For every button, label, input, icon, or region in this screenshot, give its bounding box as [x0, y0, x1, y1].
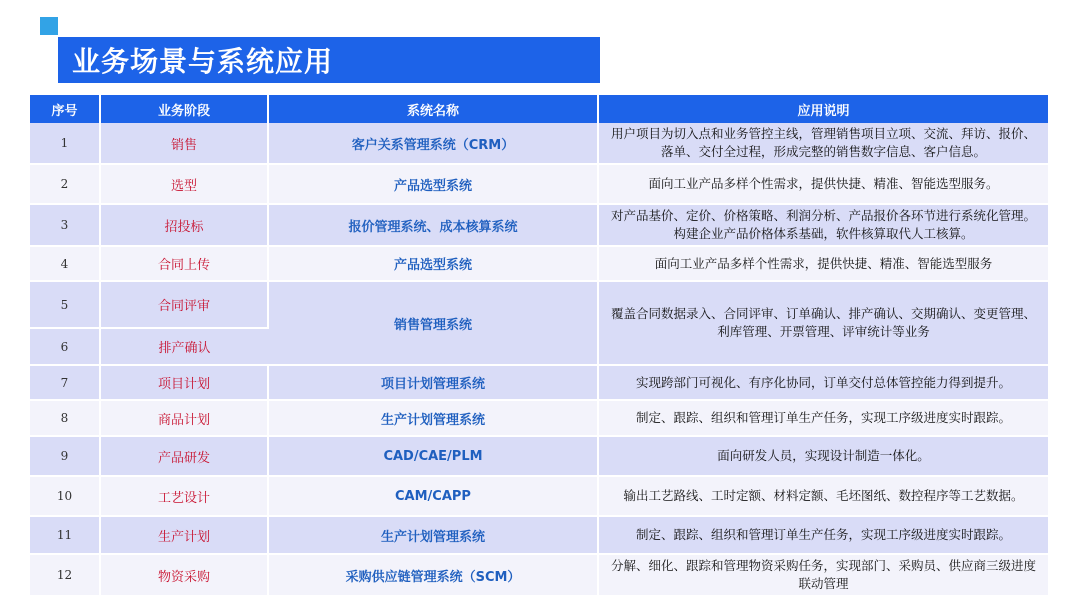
row-stage: 产品研发 — [100, 436, 268, 476]
header-stage: 业务阶段 — [100, 95, 268, 123]
table-row — [30, 164, 1048, 204]
row-seq: 5 — [30, 281, 100, 328]
row-system: 项目计划管理系统 — [268, 365, 598, 400]
row-seq: 3 — [30, 204, 100, 246]
row-system: 生产计划管理系统 — [268, 516, 598, 554]
row-stage: 选型 — [100, 164, 268, 204]
row-seq: 12 — [30, 554, 100, 596]
row-stage: 工艺设计 — [100, 476, 268, 516]
header-seq: 序号 — [30, 95, 100, 123]
table-header-row — [30, 95, 1048, 123]
row-seq: 10 — [30, 476, 100, 516]
row-system: 产品选型系统 — [268, 164, 598, 204]
row-desc: 对产品基价、定价、价格策略、利润分析、产品报价各环节进行系统化管理。构建企业产品价格体系基础，软件核算取代人工核算。 — [598, 204, 1048, 246]
row-seq: 7 — [30, 365, 100, 400]
row-desc: 输出工艺路线、工时定额、材料定额、毛坯图纸、数控程序等工艺数据。 — [598, 476, 1048, 516]
row-system: CAD/CAE/PLM — [268, 436, 598, 476]
header-system: 系统名称 — [268, 95, 598, 123]
accent-square — [40, 17, 58, 35]
row-desc: 面向工业产品多样个性需求，提供快捷、精准、智能选型服务。 — [598, 164, 1048, 204]
table-row — [30, 400, 1048, 436]
table-row — [30, 246, 1048, 281]
row-seq: 4 — [30, 246, 100, 281]
row-seq: 8 — [30, 400, 100, 436]
row-stage: 合同评审 — [100, 281, 268, 328]
row-seq: 11 — [30, 516, 100, 554]
row-system: 报价管理系统、成本核算系统 — [268, 204, 598, 246]
table-row — [30, 554, 1048, 596]
row-system: CAM/CAPP — [268, 476, 598, 516]
row-stage: 物资采购 — [100, 554, 268, 596]
table-row — [30, 365, 1048, 400]
row-desc: 实现跨部门可视化、有序化协同，订单交付总体管控能力得到提升。 — [598, 365, 1048, 400]
row-stage: 销售 — [100, 123, 268, 164]
row-stage: 商品计划 — [100, 400, 268, 436]
row-system: 产品选型系统 — [268, 246, 598, 281]
row-system: 客户关系管理系统（CRM） — [268, 123, 598, 164]
row-stage: 合同上传 — [100, 246, 268, 281]
table-row — [30, 281, 1048, 328]
row-system: 采购供应链管理系统（SCM） — [268, 554, 598, 596]
row-seq: 1 — [30, 123, 100, 164]
row-desc: 用户项目为切入点和业务管控主线，管理销售项目立项、交流、拜访、报价、落单、交付全过程，形成完整的销售数字信息、客户信息。 — [598, 123, 1048, 164]
table-row — [30, 204, 1048, 246]
table-row — [30, 123, 1048, 164]
row-desc: 面向工业产品多样个性需求，提供快捷、精准、智能选型服务 — [598, 246, 1048, 281]
row-system: 销售管理系统 — [268, 281, 598, 365]
row-seq: 9 — [30, 436, 100, 476]
header-desc: 应用说明 — [598, 95, 1048, 123]
table-row — [30, 476, 1048, 516]
row-desc: 面向研发人员，实现设计制造一体化。 — [598, 436, 1048, 476]
row-seq: 2 — [30, 164, 100, 204]
row-seq: 6 — [30, 328, 100, 365]
page-title: 业务场景与系统应用 — [72, 45, 334, 78]
scenario-table — [30, 95, 1048, 597]
row-desc: 覆盖合同数据录入、合同评审、订单确认、排产确认、交期确认、变更管理、利库管理、开票管理、评审统计等业务 — [598, 281, 1048, 365]
row-system: 生产计划管理系统 — [268, 400, 598, 436]
row-desc: 分解、细化、跟踪和管理物资采购任务，实现部门、采购员、供应商三级进度联动管理 — [598, 554, 1048, 596]
table-row — [30, 436, 1048, 476]
table-row — [30, 516, 1048, 554]
row-stage: 生产计划 — [100, 516, 268, 554]
title-bar — [58, 37, 600, 83]
row-stage: 项目计划 — [100, 365, 268, 400]
row-stage: 招投标 — [100, 204, 268, 246]
row-desc: 制定、跟踪、组织和管理订单生产任务，实现工序级进度实时跟踪。 — [598, 516, 1048, 554]
row-stage: 排产确认 — [100, 328, 268, 365]
row-desc: 制定、跟踪、组织和管理订单生产任务，实现工序级进度实时跟踪。 — [598, 400, 1048, 436]
